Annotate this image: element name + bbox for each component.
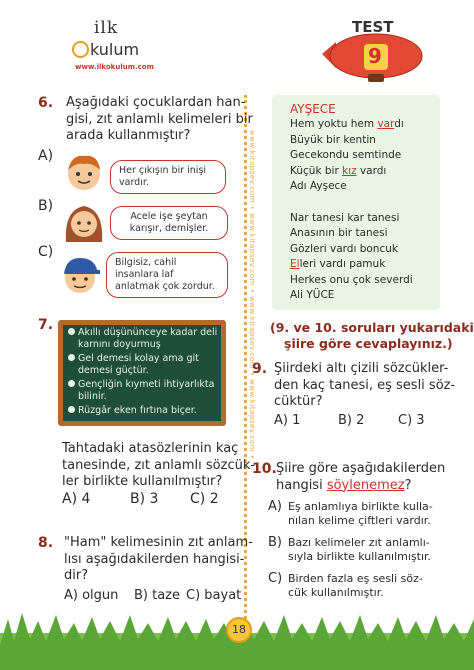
q10-opt-line: Eş anlamlıya birlikte kulla- [288, 500, 433, 513]
q10-line: Şiire göre aşağıdakilerden [276, 461, 446, 476]
poem-line [290, 134, 376, 146]
board-item [68, 405, 197, 417]
board-item [68, 379, 214, 403]
poem-line [290, 149, 401, 161]
q10-number: 10. [252, 461, 277, 477]
bullet-icon [68, 406, 75, 413]
poem-text: Hem yoktu hem [290, 118, 378, 130]
poem-text: Küçük bir [290, 164, 343, 177]
q9-line: Şiirdeki altı çizili sözcükler- [274, 361, 449, 376]
q8-line: "Ham" kelimesinin zıt anlam- [64, 535, 253, 550]
q6-text [66, 95, 253, 145]
poem-line [290, 212, 399, 224]
q7-line: ler birlikte kullanılmıştır? [62, 474, 223, 489]
q7-option-b[interactable]: B) 3 [130, 491, 159, 507]
q8-line: dir? [64, 568, 89, 583]
q9-option-c[interactable]: C) 3 [398, 413, 425, 428]
q6-option-c-label[interactable]: C) [38, 244, 54, 260]
poem-line [290, 289, 334, 301]
poem-note-line: (9. ve 10. soruları yukarıdaki [270, 320, 474, 335]
poem-text: vardı [356, 164, 387, 177]
bullet-icon [68, 328, 75, 335]
q7-text [62, 441, 255, 491]
q6-c-speech: Bilgisiz, cahil insanlara laf anlatmak çok zordur. [106, 252, 228, 298]
q9-option-a[interactable]: A) 1 [274, 413, 301, 428]
poem-note-line: şiire göre cevaplayınız.) [284, 336, 453, 351]
q10-opt-line: Birden fazla eş sesli söz- [288, 572, 423, 585]
q7-option-c[interactable]: C) 2 [190, 491, 219, 507]
q8-option-a[interactable]: A) olgun [64, 588, 119, 603]
page-number: 18 [226, 617, 252, 643]
poem-text: Gözleri vardı boncuk [290, 242, 398, 255]
q9-option-b[interactable]: B) 2 [338, 413, 365, 428]
board-item [68, 353, 199, 377]
board-text: Gel demesi kolay ama git [78, 353, 199, 364]
q6-option-b-label[interactable]: B) [38, 198, 54, 214]
logo-o-icon [72, 41, 89, 58]
q8-line: lısı aşağıdakilerden hangisi- [64, 551, 245, 567]
poem-line [290, 274, 413, 286]
q9-line: cüktür? [274, 394, 323, 409]
girl-icon [62, 200, 106, 246]
q10-line [276, 478, 445, 495]
q10-text [276, 461, 445, 494]
q7-line: tanesinde, zıt anlamlı sözcük- [62, 457, 256, 473]
q10-option-c-text [288, 572, 458, 600]
poem-line [290, 227, 388, 239]
q6-line: Aşağıdaki çocuklardan han- [66, 95, 246, 110]
q10-option-b-label[interactable]: B) [268, 535, 282, 550]
logo-url: www.ilkokulum.com [75, 63, 154, 71]
q10-option-c[interactable] [268, 571, 423, 599]
logo-bottom-text: kulum [90, 40, 140, 59]
q10-emphasis: söylenemez [326, 477, 405, 493]
q10-opt-line: nılan kelime çiftleri vardır. [288, 514, 431, 527]
q6-line: arada kullanmıştır? [66, 128, 191, 143]
poem-text: dı [394, 118, 404, 130]
poem-text: Ali YÜCE [290, 289, 335, 301]
logo-bottom [72, 40, 139, 59]
q6-b-speech: Acele işe şeytan karışır, demişler. [110, 206, 228, 240]
q10-option-a-label[interactable]: A) [268, 499, 282, 514]
poem-line [290, 243, 398, 255]
logo-top-text: ilk [94, 18, 119, 38]
poem-text: Anasının bir tanesi [290, 227, 388, 239]
q8-option-c[interactable]: C) bayat [186, 588, 242, 603]
q9-number: 9. [252, 361, 268, 377]
q10-option-c-label[interactable]: C) [268, 571, 283, 586]
q10-opt-line: cük kullanılmıştır. [288, 586, 384, 599]
poem-note [270, 320, 474, 352]
poem-text: leri vardı pamuk [299, 258, 386, 270]
q10-text-pre: hangisi [276, 477, 327, 493]
q7-line: Tahtadaki atasözlerinin kaç [62, 441, 239, 456]
board-text: Rüzgâr eken fırtına biçer. [78, 405, 197, 416]
poem-line [290, 180, 347, 192]
poem-line [290, 118, 404, 130]
board-text: Gençliğin kıymeti ihtiyarlıkta [78, 379, 215, 390]
q9-line: den kaç tanesi, eş sesli söz- [274, 377, 456, 393]
q6-number: 6. [38, 95, 54, 111]
board-text: demesi güçtür. [78, 365, 149, 376]
board-text: bilinir. [78, 391, 107, 402]
boy-icon [62, 150, 106, 194]
q10-opt-line: sıyla birlikte kullanılmıştır. [288, 550, 432, 563]
test-label: TEST [352, 18, 394, 36]
poem-text: Nar tanesi kar tanesi [290, 211, 400, 224]
bullet-icon [68, 380, 75, 387]
poem-text: Adı Ayşece [290, 180, 347, 192]
poem-underlined: El [290, 258, 300, 270]
poem-line [290, 258, 385, 270]
q9-text [274, 361, 455, 411]
q8-number: 8. [38, 535, 54, 551]
bullet-icon [68, 354, 75, 361]
boy-with-cap-icon [58, 252, 102, 298]
q10-text-post: ? [404, 477, 412, 493]
q6-option-a-label[interactable]: A) [38, 148, 54, 164]
poem-text: Gecekondu semtinde [290, 149, 402, 161]
poem-underlined: var [377, 118, 395, 130]
q6-a-speech: Her çıkışın bir inişi vardır. [110, 160, 226, 194]
side-url: www.kitapsev.com • www.kitapsev.com • www.kitapsev.com • www.kitapsev.com • [248, 130, 256, 460]
board-text: Akıllı düşününceye kadar deli [78, 327, 218, 338]
poem-title: AYŞECE [290, 102, 336, 116]
q7-number: 7. [38, 317, 54, 333]
q8-option-b[interactable]: B) taze [134, 588, 181, 603]
q10-opt-line: Bazı kelimeler zıt anlamlı- [288, 536, 430, 549]
board-text: karnını doyurmuş [78, 339, 161, 350]
poem-underlined: kız [342, 164, 357, 177]
poem-text: Büyük bir kentin [290, 133, 376, 146]
poem-line [290, 165, 386, 177]
q10-option-a-text [288, 500, 458, 528]
poem-text: Herkes onu çok severdi [290, 273, 413, 286]
test-number: 9 [368, 44, 382, 68]
q8-text [64, 535, 253, 585]
board-item [68, 327, 217, 351]
q10-option-a[interactable] [268, 499, 433, 527]
q7-option-a[interactable]: A) 4 [62, 491, 91, 507]
q10-option-b[interactable] [268, 535, 432, 563]
q10-option-b-text [288, 536, 458, 564]
q6-line: gisi, zıt anlamlı kelimeleri bir [66, 111, 253, 127]
